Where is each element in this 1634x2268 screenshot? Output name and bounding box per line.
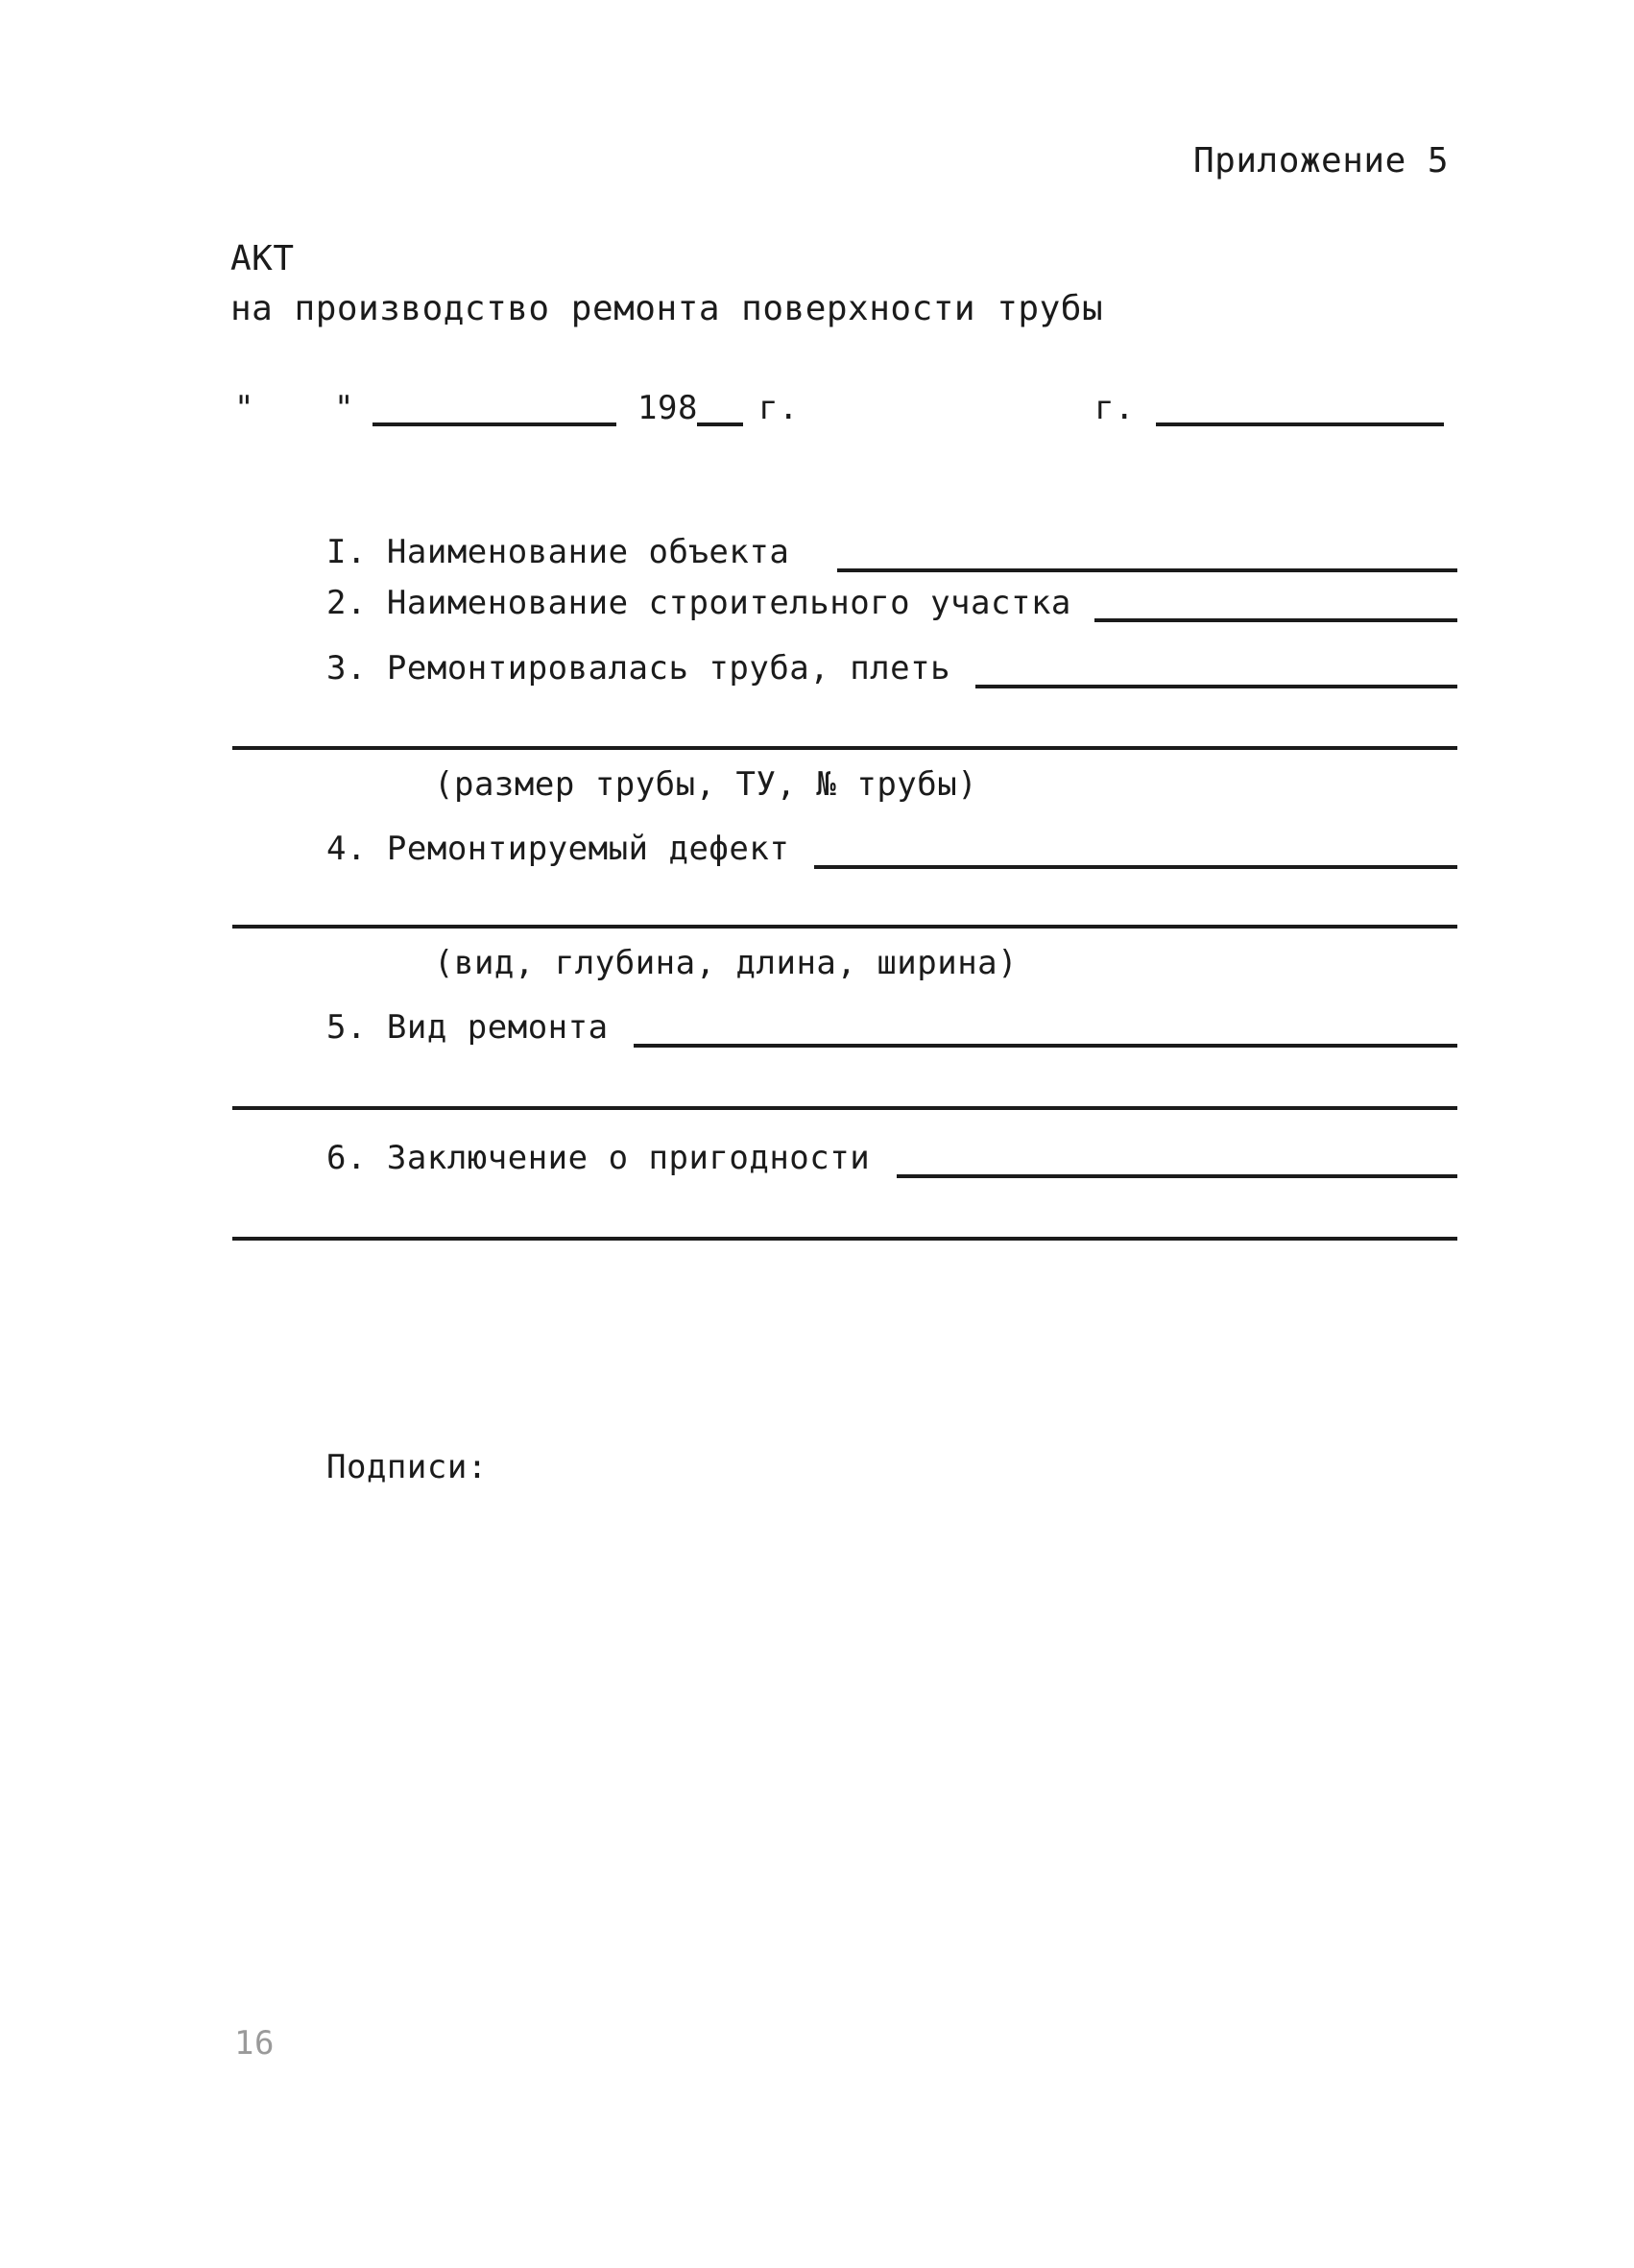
city-prefix: г. — [1094, 389, 1135, 427]
item-construction-site-label: 2. Наименование строительного участка — [326, 584, 1071, 622]
date-day-month-blank — [372, 422, 616, 426]
item-defect-line2 — [232, 925, 1457, 929]
item-pipe-repaired-label: 3. Ремонтировалась труба, плеть — [326, 649, 951, 688]
date-quote-close: " — [334, 389, 354, 427]
city-blank — [1156, 422, 1444, 426]
item-repair-type-line2 — [232, 1106, 1457, 1110]
pipe-hint: (размер трубы, ТУ, № трубы) — [434, 765, 978, 804]
item-object-name-blank — [837, 568, 1457, 572]
item-conclusion-line2 — [232, 1237, 1457, 1241]
item-pipe-repaired-blank — [975, 685, 1457, 688]
signatures-label: Подписи: — [326, 1448, 488, 1486]
document-title: АКТ — [230, 239, 295, 278]
item-repair-type-blank — [634, 1044, 1457, 1048]
item-conclusion-label: 6. Заключение о пригодности — [326, 1139, 871, 1177]
date-year-suffix: г. — [758, 389, 799, 427]
item-defect-blank — [814, 865, 1457, 869]
date-quote-open: " — [234, 389, 254, 427]
page-number: 16 — [234, 2024, 275, 2063]
appendix-label: Приложение 5 — [1193, 141, 1450, 181]
item-repair-type-label: 5. Вид ремонта — [326, 1008, 609, 1047]
item-pipe-repaired-line2 — [232, 746, 1457, 750]
date-year: 198 — [637, 389, 698, 427]
defect-hint: (вид, глубина, длина, ширина) — [434, 944, 1019, 982]
item-conclusion-blank — [897, 1174, 1457, 1178]
item-defect-label: 4. Ремонтируемый дефект — [326, 830, 790, 868]
item-object-name-label: I. Наименование объекта — [326, 533, 790, 571]
item-construction-site-blank — [1094, 618, 1457, 622]
document-subtitle: на производство ремонта поверхности трубы — [230, 289, 1104, 328]
date-year-blank — [697, 422, 743, 426]
